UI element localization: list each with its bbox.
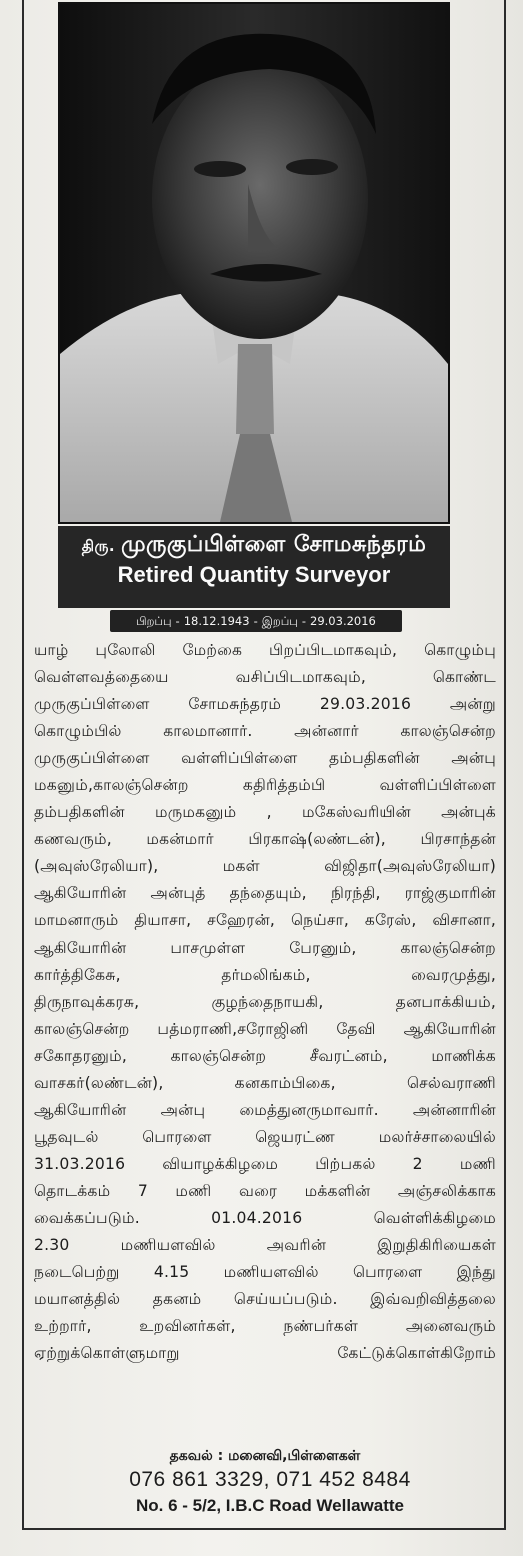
dates-banner: பிறப்பு - 18.12.1943 - இறப்பு - 29.03.2016 — [110, 610, 402, 632]
body-line: ஆகியோரின் அன்புத் தந்தையும், நிரந்தி, ராஜ்குமாரின் — [34, 884, 496, 903]
body-line: கணவரும், மகன்மார் பிரகாஷ்(லண்டன்), பிரசாந்தன் — [34, 830, 496, 849]
body-line: மயானத்தில் தகனம் செய்யப்படும். இவ்வறிவித்தலை — [34, 1290, 496, 1309]
body-line: முருகுப்பிள்ளை வள்ளிப்பிள்ளை தம்பதிகளின் அன்பு — [34, 749, 496, 768]
occupation: Retired Quantity Surveyor — [117, 562, 391, 587]
body-line: 2.30 மணியளவில் அவரின் இறுதிகிரியைகள் — [34, 1236, 496, 1255]
body-line: யாழ் புலோலி மேற்கை பிறப்பிடமாகவும், கொழும்பு — [34, 641, 496, 659]
body-line: கொழும்பில் காலமானார். அன்னார் காலஞ்சென்ற — [34, 722, 496, 741]
body-line: 31.03.2016 வியாழக்கிழமை பிற்பகல் 2 மணி — [34, 1154, 496, 1173]
name-text: முருகுப்பிள்ளை சோமசுந்தரம் — [121, 532, 427, 557]
body-line: மாமனாரும் தியாசா, சஹேரன், நெய்சா, கரேஸ், விசானா, — [34, 911, 496, 930]
body-line: தொடக்கம் 7 மணி வரை மக்களின் அஞ்சலிக்காக — [34, 1181, 496, 1200]
obituary-body — [34, 637, 496, 1367]
contact-address: No. 6 - 5/2, I.B.C Road Wellawatte — [136, 1496, 404, 1515]
contact-phones: 076 861 3329, 071 452 8484 — [129, 1468, 411, 1491]
body-line: ஏற்றுக்கொள்ளுமாறு கேட்டுக்கொள்கிறோம் — [34, 1344, 496, 1363]
body-line: உற்றார், உறவினர்கள், நண்பர்கள் அனைவரும் — [34, 1317, 496, 1336]
body-line: வெள்ளவத்தையை வசிப்பிடமாகவும், கொண்ட — [34, 668, 496, 687]
name-title: திரு. — [81, 537, 116, 555]
birth-label: பிறப்பு — [136, 614, 172, 628]
body-line: காலஞ்சென்ற பத்மராணி,சரோஜினி தேவி ஆகியோரின் — [34, 1019, 496, 1038]
body-line: வைக்கப்படும். 01.04.2016 வெள்ளிக்கிழமை — [34, 1208, 496, 1227]
body-line: ஆகியோரின் பாசமுள்ள பேரனும், காலஞ்சென்ற — [34, 938, 496, 957]
body-line: நடைபெற்று 4.15 மணியளவில் பொரளை இந்து — [34, 1263, 496, 1282]
body-line: ஆகியோரின் அன்பு மைத்துனருமாவார். அன்னாரின் — [34, 1100, 496, 1119]
death-date: 29.03.2016 — [310, 614, 376, 628]
body-line: மகனும்,காலஞ்சென்ற கதிரித்தம்பி வள்ளிப்பிள்ளை — [34, 776, 496, 795]
body-line: சகோதரனும், காலஞ்சென்ற சீவரட்னம், மாணிக்க — [34, 1046, 496, 1065]
portrait-photo — [58, 2, 450, 524]
body-line: (அவுஸ்ரேலியா), மகள் விஜிதா(அவுஸ்ரேலியா) — [34, 857, 496, 876]
name-banner — [58, 526, 450, 608]
body-line: பூதவுடல் பொரளை ஜெயரட்ண மலர்ச்சாலையில் — [34, 1127, 496, 1146]
portrait-image — [60, 4, 448, 522]
body-line: கார்த்திகேசு, தர்மலிங்கம், வைரமுத்து, — [34, 965, 496, 984]
source-line: தகவல் : மனைவி,பிள்ளைகள் — [169, 1448, 361, 1464]
birth-date: 18.12.1943 — [183, 614, 250, 628]
body-line: தம்பதிகளின் மருமகனும் , மகேஸ்வரியின் அன்புக் — [34, 803, 496, 822]
body-line: வாசகர்(லண்டன்), கனகாம்பிகை, செல்வராணி — [34, 1073, 496, 1092]
body-line: திருநாவுக்கரசு, குழந்தைநாயகி, தனபாக்கியம், — [34, 992, 496, 1011]
deceased-name — [58, 526, 450, 560]
body-line: முருகுப்பிள்ளை சோமசுந்தரம் 29.03.2016 அன்று — [34, 695, 496, 714]
death-label: இறப்பு — [261, 614, 298, 628]
